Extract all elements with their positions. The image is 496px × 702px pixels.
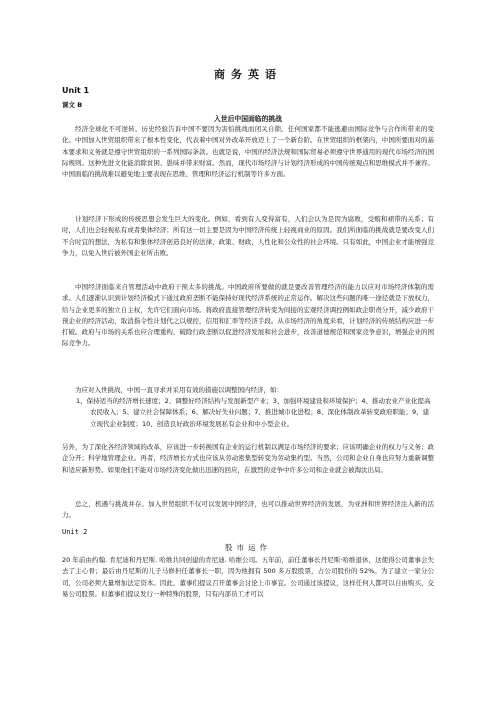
paragraph-6: 总之，机遇与挑战并存。加入世贸组织不仅可以发展中国经济，也可以推动世界经济的发展，为亚洲和世界经济注入新的活力。 [62, 500, 434, 520]
unit-1-heading: Unit 1 [62, 86, 90, 95]
unit-2-heading: Unit 2 [62, 528, 88, 536]
measures-list [62, 396, 434, 430]
paragraph-4: 为应对入世挑战，中国一直寻求并采用有效的措施以调整国内经济，如： [75, 386, 283, 394]
paragraph-1: 经济全球化不可逆转。历史经验告诉中国不要因为害怕挑战而闭关自锁。任何国家都不能逃避由国际竞争与合作所带来的变化。中国加入世贸组织带来了根本性变化，代表着中国对外改革开放迈上了一个新台阶。在世贸组织的框架内，中国所要面对的基本要求和义务就是遵守世贸组织的一系列国际条款。也就是说，中国的经济法规和国际贸易必须遵守世界通用的现代市场经济的国际规则。这种先进文化能消除贫困、愚昧并带来财富。然而，现代市场经济与计划经济形成的中国传统观点和思维模式并不兼容。中国面临的挑战难以避免地主要表现在思维、管理和经济运行机制等许多方面。 [62, 125, 434, 179]
text-b-label: 课文 B [62, 101, 83, 109]
unit-2-paragraph-1: 20 年前由约翰. 肯尼迪和丹尼斯. 哈维共同创建的肯尼迪. 哈维公司。五年前，前任董事长丹尼斯·哈维退休，这使得公司董事会失去了主心骨；最后由丹尼斯的儿子马修担任董事长一职，因为他拥有 500 多万股股票，占公司股份的 52%。为了建立一家分公司，公司必须大量增加法定资本。因此，董事们提议召开董事会讨论上市事宜。公司通过该提议，这样任何人都可以自由购买、交易公司股票。但董事们提议发行一种特殊的股票，只有内部员工才可以 [62, 556, 434, 598]
paragraph-3: 中国经济面临来自管理活动中政府干预太多的挑战。中国政府所要做的就是要改善管理经济的能力以应对市场经济体制的需求。人们逐渐认识到计划经济模式下通过政府垄断不能保持好现代经济系统的正常运作。解决这些问题的唯一途径就是下放权力，给与企业更多的独立自主权，允许它们面向市场。将政府直接管理经济转变为间接的宏观经济调控例如政企职责分开，减少政府干预企业的经济活动，取消指令性计划代之以规控，信用和汇率等经济手段。从市场经济的角度来看，计划经济的传统结构应进一步打破。政府与市场的关系也应合理重构，破除行政垄断以促进经济发展和社会进步，改善道德规范和国家竞争意识，增强企业的国际竞争力。 [62, 283, 434, 348]
document-title: 商务英语 [214, 68, 282, 81]
unit-2-title: 股市运作 [225, 543, 271, 552]
paragraph-2: 计划经济下形成的传统思想会发生巨大的变化。例如，看到有人变得富有，人们会认为是因为腐败，受贿和裙带的关系；有时，人们也会轻视私有或者集体经济；所有这一切主要是因为中国经济传统上轻视商业的原因。我们所面临的挑战就是要改变人们不合时宜的想法，为私有和集体经济创造良好的法律、政策、财政、人性化和公众性的社会环境。只有如此，中国企业才能增强竞争力，以免入世后被外国企业所击败。 [62, 215, 434, 257]
paragraph-5: 另外，为了深化各经济领域的改革，应该进一步转换国有企业的运行机制以满足市场经济的要求；应该明确企业的权力与义务；政企分开；科学地管理企业。再者，经济增长方式也应该从劳动密集型转变为劳动集约型。当然，公司和企业自身也应努力重新调整和适应新形势。如果他们不能对市场经济变化做出迅速的回应，在激烈的竞争中许多公司和企业就会被淘汰出局。 [62, 443, 434, 474]
unit-1-title: 入世后中国面临的挑战 [214, 115, 282, 123]
list-item: 1、保持适当的经济增长速度；2、调整好经济结构与发展新型产业；3、加强环境建设和环境保护；4、推动农业产业化提高农民收入；5、建立社会保障体系；6、解决好失业问题；7、推进城市化进程；8、深化体制改革转变政府职能；9、建立现代企业制度；10、创造良好政治环境发展私有企业和中小型企业。 [76, 397, 431, 428]
